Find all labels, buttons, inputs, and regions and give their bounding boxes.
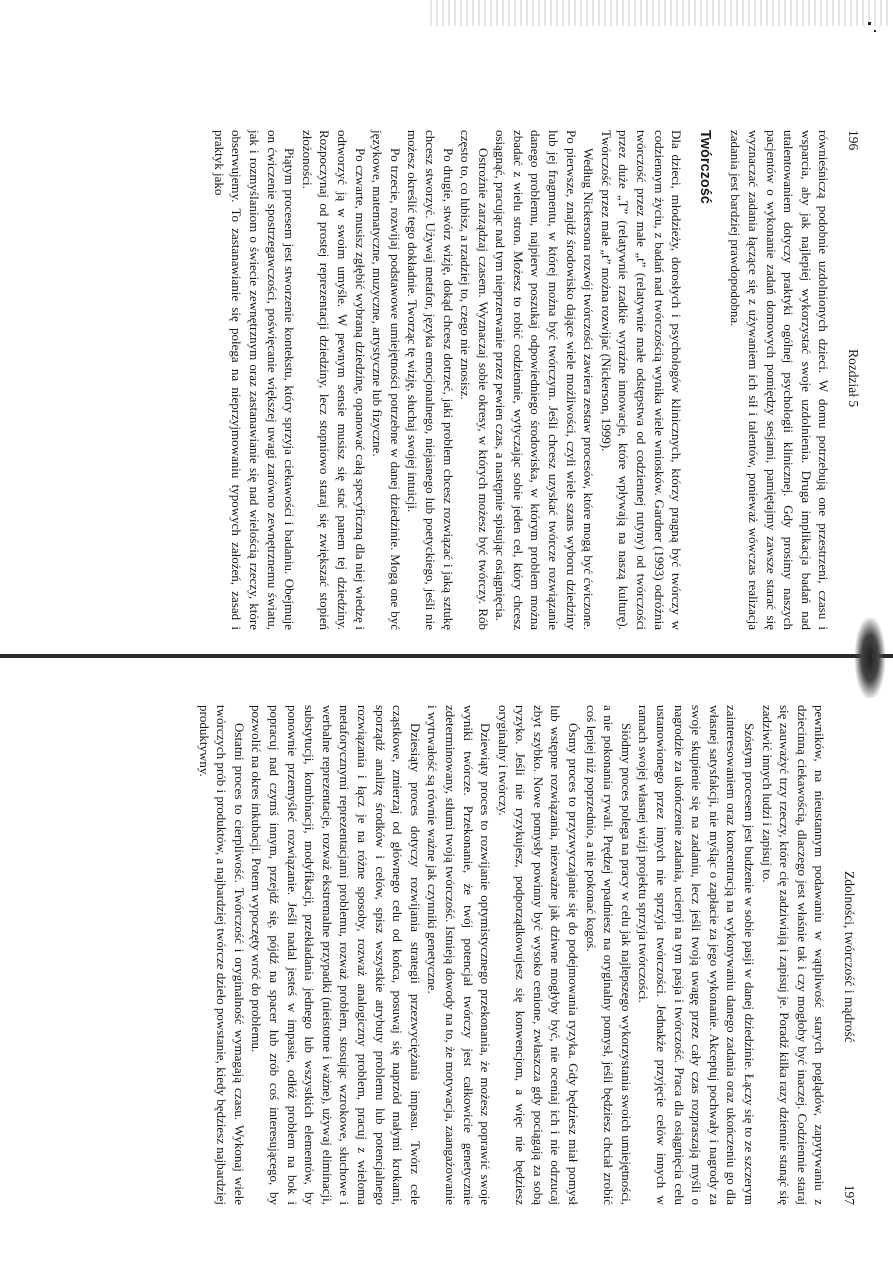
paragraph: Po drugie, stwórz wizję, dokąd chcesz dotrzeć, jaki problem chcesz rozwiązać i jaką sztukę chcesz stworzyć. Używaj metafor, języka emocjonalnego, niejasnego lub poetyckiego, jeśli nie możesz określić tego dokładnie. Tworząc tę wizję, słuchaj swojej intuicji. — [405, 130, 456, 630]
paragraph: Dla dzieci, młodzieży, dorosłych i psychologów klinicznych, którzy pragną być twórczy w codziennym życiu, z badań nad twórczością wynika wiele wniosków. Gardner (1993) odróżnia twórczość przez małe „t” (relatywnie małe odstępstwa od codziennej rutyny) od twórczości przez duże „T” (relatywnie rzadkie wyraźne innowacje, które wpływają na naszą kulturę). Twórczość przez małe „t” można rozwijać (Nickerson, 1999). — [598, 130, 685, 630]
page-number: 197 — [842, 1184, 857, 1205]
page-left — [210, 130, 862, 630]
scan-noise — [430, 0, 890, 26]
paragraph: Siódmy proces polega na pracy w celu jak najlepszego wykorzystania swoich umiejętności, a nie pokonania rywali. Prędzej wpadniesz na oryginalny pomysł, jeśli będziesz chciał zrobić coś lepiej niż poprzednio, a nie pokonać kogoś. — [583, 705, 634, 1205]
paragraph: Ostatni proces to cierpliwość. Twórczość i oryginalność wymagają czasu. Wykonaj wiele twórczych prób i produktów, a najbardziej twórcze dzieło powstanie, kiedy będziesz najbardziej produktywny. — [196, 705, 247, 1205]
scan-speck — [874, 30, 876, 32]
page-number: 196 — [846, 130, 861, 151]
chapter-title: Rozdział 5 — [846, 349, 861, 408]
chapter-title: Zdolności, twórczość i mądrość — [842, 871, 857, 1043]
paragraph: Po trzecie, rozwijaj podstawowe umiejętności potrzebne w danej dziedzinie. Mogą one być językowe, matematyczne, muzyczne, artystyczne lub fizyczne. — [370, 130, 403, 630]
scan-speck — [868, 22, 871, 25]
scan-blot — [855, 618, 885, 698]
paragraph: Dziewiąty proces to rozwijanie optymistycznego przekonania, że możesz poprawić swoje wyniki twórcze. Przekonanie, że twój potencjał twórczy jest całkowicie genetycznie zdeterminowany, stłumi twoją twórczość. Istnieją dowody na to, że motywacja, zaangażowanie i wytrwałość są równie ważne jak czynniki genetyczne. — [425, 705, 494, 1205]
paragraph: Po czwarte, musisz zgłębić wybraną dziedzinę, opanować całą specyficzną dla niej wiedzę i odtworzyć ją w swoim umyśle. W pewnym sensie musisz się stać panem tej dziedziny. Rozpoczynaj od prostej reprezentacji dziedziny, lecz stopniowo staraj się zwiększać stopień złożoności. — [299, 130, 368, 630]
paragraph: Według Nickersona rozwój twórczości zawiera zestaw procesów, które mogą być ćwiczone. Po pierwsze, znajdź środowisko dające wiele możliwości, czyli wiele szans wyboru dziedziny lub jej fragmentu, w której można być twórczym. Jeśli chcesz uzyskać twórcze rozwiązanie danego problemu, najpierw poszukaj odpowiedniego środowiska, w którym problem można zbadać z wielu stron. Możesz to robić codziennie, wytyczając sobie jeden cel, który chcesz osiągnąć, pracując nad tym nieprzerwanie przez pewien czas, a następnie spisując osiągnięcia. — [493, 130, 597, 630]
paragraph: Szóstym procesem jest budzenie w sobie pasji w danej dziedzinie. Łączy się to ze szczerym zainteresowaniem oraz koncentracją na wykonywaniu danego zadania oraz ukończeniu go dla własnej satysfakcji, nie myśląc o zapłacie za jego wykonanie. Akceptuj pochwały i nagrody za swoje skupienie się na zadaniu, lecz jeśli twoją uwagę przez cały czas rozpraszają myśli o nagrodzie za ukończenie zadania, ucierpi na tym pasja i twórczość. Praca dla osiągnięcia celu ustanowionego przez innych nie sprzyja twórczości. Jednakże przyjęcie celów innych w ramach swojej własnej wizji projektu sprzyja twórczości. — [636, 705, 758, 1205]
paragraph: Ostrożnie zarządzaj czasem. Wyznaczaj sobie okresy, w których możesz być twórczy. Rób często to, co lubisz, a rzadziej to, czego nie znosisz. — [458, 130, 491, 630]
intro-paragraph: równieśniczą podobnie uzdolnionych dzieci. W domu potrzebują one przestrzeni, czasu i wsparcia, aby jak najlepiej wykorzystać swoje uzdolnienia. Druga implikacja badań nad utalentowaniem dotyczy praktyki ogólnej psychologii klinicznej. Gdy prosimy naszych pacjentów o wykonanie zadań domowych pomiędzy sesjami, pamiętajmy zawsze starać się wyznaczać zadania łączące się z używaniem ich sił i talentów, ponieważ wówczas realizacja zadania jest bardziej prawdopodobna. — [728, 130, 832, 630]
page-fold-line — [0, 654, 893, 658]
paragraph: Dziesiąty proces dotyczy rozwijania strategii przezwyciężania impasu. Twórz cele cząstkowe, zmierzaj od głównego celu od końca, posuwaj się naprzód małymi krokami, sporządź analizę środków i celów, spisz wszystkie atrybuty problemu lub potencjalnego rozwiązania i łącz je na różne sposoby, rozważ analogiczny problem, pracuj z wieloma metaforycznymi reprezentacjami problemu, rozważ problem, stosując wzrokowe, słuchowe i werbalne reprezentacje, rozważ ekstremalne przypadki (nieistotne i ważne), używaj eliminacji, substytucji, kombinacji, modyfikacji, przekładania jednego lub wszystkich elementów, by ponownie przemyśleć rozwiązanie. Jeśli nadal jesteś w impasie, odłóż problem na bok i popracuj nad czymś innym, przejdź się, pójdź na spacer lub zrób coś interesującego, by pozwolić na okres inkubacji. Potem wypoczęty wróć do problemu. — [249, 705, 423, 1205]
section-title: Twórczość — [696, 130, 713, 204]
paragraph: Piątym procesem jest stworzenie kontekstu, który sprzyja ciekawości i badaniu. Obejmuje on ćwiczenie spostrzegawczości, poświęcanie większej uwagi zarówno zewnętrznemu światu, jak i rozmyślaniom o świecie zewnętrznym oraz zastanawianie się nad wielością rzeczy, które obserwujemy. To zastanawianie się polega na nieprzyjmowaniu typowych założeń, zasad i praktyk jako — [211, 130, 298, 630]
running-head — [840, 705, 858, 1205]
intro-paragraph: pewników, na nieustannym podawaniu w wątpliwość starych poglądów, zapytywaniu z dziecinną ciekawością, dlaczego jest właśnie tak i czy mogłoby być inaczej. Codziennie staraj się zauważyć trzy rzeczy, które cię zadziwiają i zapisuj je. Poradź kilka razy dziennie stanąć się zadziwić innych ludzi i zapisuj to. — [759, 705, 828, 1205]
running-head — [844, 130, 862, 630]
paragraph: Ósmy proces to przyzwyczajanie się do podejmowania ryzyka. Gdy będziesz miał pomysł lub wstępne rozwiązania, niezważne jak dziwne mogłyby być, nie oceniaj ich i nie odrzucaj zbyt szybko. Nowe pomysły powinny być wysoko cenione, zwłaszcza gdy pociągają za sobą ryzyko. Jeśli nie ryzykujesz, podporządkowujesz się konwencjom, a więc nie będziesz oryginalny i twórczy. — [495, 705, 582, 1205]
page-right — [195, 705, 858, 1205]
